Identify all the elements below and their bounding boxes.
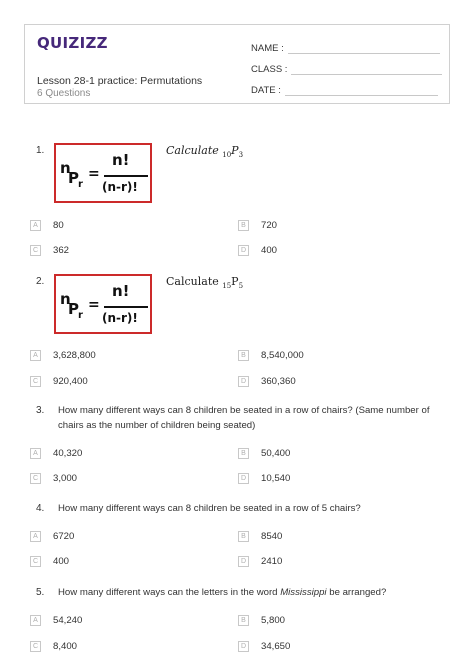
question-number: 2. xyxy=(36,276,45,287)
option-letter: A xyxy=(30,448,41,459)
question-text-line: How many different ways can 8 children be seated in a row of chairs? (Same number of xyxy=(58,405,430,416)
question-number: 3. xyxy=(36,405,45,416)
option-value: 400 xyxy=(261,245,278,256)
answer-option[interactable] xyxy=(238,615,285,626)
calc-word: Calculate xyxy=(166,144,219,157)
name-label: NAME : xyxy=(251,43,284,54)
option-letter: D xyxy=(238,556,249,567)
fraction-bar xyxy=(104,175,148,177)
answer-option[interactable] xyxy=(238,376,296,387)
question-text xyxy=(58,403,458,433)
permutation-formula-image xyxy=(54,274,152,334)
option-value: 3,000 xyxy=(53,473,78,484)
formula-p: P xyxy=(68,300,79,318)
answer-option[interactable] xyxy=(238,448,290,459)
option-letter: C xyxy=(30,473,41,484)
option-value: 10,540 xyxy=(261,473,291,484)
date-field[interactable] xyxy=(251,85,438,96)
question-count: 6 Questions xyxy=(37,88,91,99)
answer-option[interactable] xyxy=(238,473,290,484)
answer-option[interactable] xyxy=(238,350,304,361)
option-value: 8,540,000 xyxy=(261,350,304,361)
date-label: DATE : xyxy=(251,85,281,96)
answer-option[interactable] xyxy=(30,245,69,256)
question-text-italic: Mississippi xyxy=(280,587,327,598)
option-letter: C xyxy=(30,245,41,256)
question-number: 4. xyxy=(36,503,45,514)
formula-denominator: (n-r)! xyxy=(102,311,138,325)
option-value: 5,800 xyxy=(261,615,286,626)
calc-r: 3 xyxy=(238,151,244,160)
answer-option[interactable] xyxy=(30,641,77,652)
question-text-part: How many different ways can the letters in the word xyxy=(58,587,281,598)
answer-option[interactable] xyxy=(30,473,77,484)
option-value: 920,400 xyxy=(53,376,88,387)
option-letter: B xyxy=(238,220,249,231)
answer-option[interactable] xyxy=(30,376,88,387)
calc-word: Calculate xyxy=(166,275,219,288)
name-line xyxy=(288,43,440,54)
option-value: 360,360 xyxy=(261,376,296,387)
class-line xyxy=(291,64,442,75)
question-prompt xyxy=(166,275,243,290)
option-letter: B xyxy=(238,448,249,459)
permutation-formula-image xyxy=(54,143,152,203)
option-value: 54,240 xyxy=(53,615,83,626)
option-value: 80 xyxy=(53,220,64,231)
worksheet-header xyxy=(24,24,450,104)
calc-n: 10 xyxy=(222,151,232,160)
formula-r: r xyxy=(78,179,83,190)
option-letter: C xyxy=(30,376,41,387)
name-field[interactable] xyxy=(251,43,440,54)
option-letter: B xyxy=(238,350,249,361)
class-label: CLASS : xyxy=(251,64,288,75)
option-letter: A xyxy=(30,531,41,542)
option-value: 400 xyxy=(53,556,70,567)
question-text xyxy=(58,585,458,600)
date-line xyxy=(285,85,438,96)
formula-equals: = xyxy=(88,166,100,182)
formula-p: P xyxy=(68,169,79,187)
option-letter: C xyxy=(30,556,41,567)
answer-option[interactable] xyxy=(238,641,290,652)
answer-option[interactable] xyxy=(30,448,82,459)
answer-option[interactable] xyxy=(238,531,282,542)
answer-option[interactable] xyxy=(238,245,277,256)
calc-r: 5 xyxy=(238,282,244,291)
worksheet-title: Lesson 28-1 practice: Permutations xyxy=(37,75,203,87)
option-value: 3,628,800 xyxy=(53,350,96,361)
answer-option[interactable] xyxy=(30,531,74,542)
option-letter: D xyxy=(238,473,249,484)
question-prompt xyxy=(166,144,243,159)
question-text-part: be arranged? xyxy=(326,587,387,598)
fraction-bar xyxy=(104,306,148,308)
option-value: 8,400 xyxy=(53,641,78,652)
answer-option[interactable] xyxy=(30,350,96,361)
formula-numerator: n! xyxy=(112,282,130,300)
calc-p: P xyxy=(231,275,239,288)
question-number: 5. xyxy=(36,587,45,598)
option-letter: D xyxy=(238,245,249,256)
option-value: 720 xyxy=(261,220,278,231)
option-letter: A xyxy=(30,350,41,361)
option-letter: A xyxy=(30,615,41,626)
option-letter: C xyxy=(30,641,41,652)
option-value: 34,650 xyxy=(261,641,291,652)
answer-option[interactable] xyxy=(30,220,64,231)
question-text-line: chairs as the number of children being seated) xyxy=(58,420,256,431)
formula-numerator: n! xyxy=(112,151,130,169)
formula-n: n xyxy=(60,159,71,177)
formula-equals: = xyxy=(88,297,100,313)
option-letter: D xyxy=(238,376,249,387)
option-value: 362 xyxy=(53,245,70,256)
option-value: 6720 xyxy=(53,531,75,542)
answer-option[interactable] xyxy=(238,556,282,567)
option-value: 8540 xyxy=(261,531,283,542)
formula-r: r xyxy=(78,310,83,321)
answer-option[interactable] xyxy=(30,556,69,567)
class-field[interactable] xyxy=(251,64,442,75)
formula-n: n xyxy=(60,290,71,308)
option-value: 40,320 xyxy=(53,448,83,459)
option-letter: B xyxy=(238,531,249,542)
quizizz-logo: QUIZIZZ xyxy=(37,34,108,52)
calc-p: P xyxy=(231,144,239,157)
calc-n: 15 xyxy=(222,282,232,291)
option-letter: B xyxy=(238,615,249,626)
answer-option[interactable] xyxy=(238,220,277,231)
option-letter: D xyxy=(238,641,249,652)
answer-option[interactable] xyxy=(30,615,82,626)
option-value: 50,400 xyxy=(261,448,291,459)
option-letter: A xyxy=(30,220,41,231)
option-value: 2410 xyxy=(261,556,283,567)
question-text: How many different ways can 8 children be seated in a row of 5 chairs? xyxy=(58,503,361,514)
formula-denominator: (n-r)! xyxy=(102,180,138,194)
question-number: 1. xyxy=(36,145,45,156)
